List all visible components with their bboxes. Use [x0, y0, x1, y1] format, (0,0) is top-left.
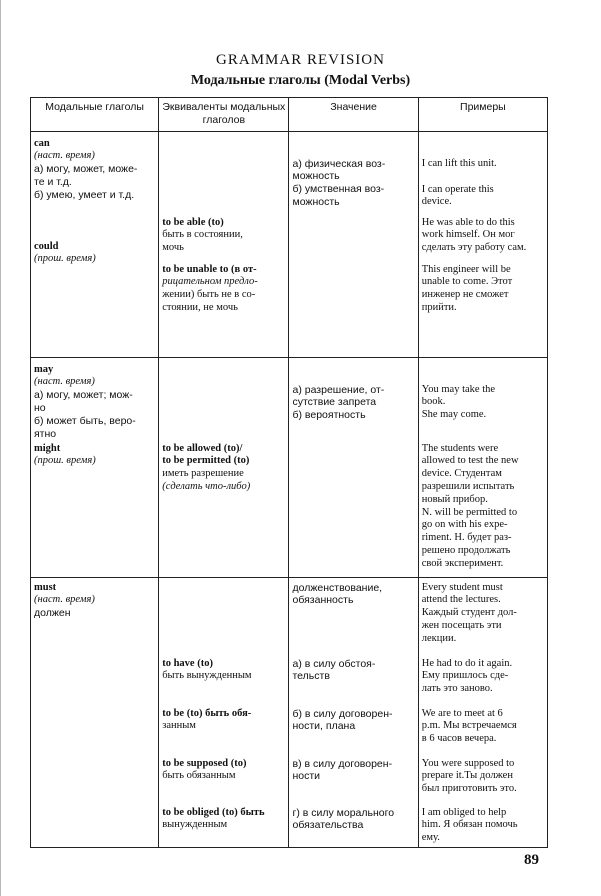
page-subtitle: Модальные глаголы (Modal Verbs)	[190, 73, 411, 88]
verb-meaning-line: б) может быть, веро-	[34, 414, 136, 427]
verb-meaning-line: б) умею, умеет и т.д.	[34, 188, 135, 201]
example-line: лать это заново.	[421, 683, 493, 695]
equivalent-line: стоянии, не мочь	[162, 301, 238, 313]
table-cell-col2	[159, 131, 289, 357]
equivalent-line: (сделать что-либо)	[162, 480, 251, 492]
example-line: прийти.	[421, 301, 457, 313]
equivalent-line: to be (to) быть обя-	[162, 707, 252, 719]
example-line: I can operate this	[421, 183, 494, 195]
cell-content	[162, 578, 285, 846]
table-cell-col3	[289, 577, 418, 847]
page-header	[0, 52, 601, 89]
example-entry	[422, 443, 544, 571]
example-entry	[422, 708, 544, 746]
equivalent-line: занным	[162, 720, 196, 732]
example-line: attend the lectures.	[421, 594, 501, 606]
header-modal-verbs: Модальные глаголы	[31, 98, 159, 132]
modal-verb: can	[34, 137, 50, 149]
equivalent-entry	[162, 217, 285, 255]
example-entry	[422, 807, 544, 845]
equivalent-line: to be permitted (to)	[162, 455, 250, 467]
example-line: The students were	[421, 442, 499, 454]
cell-content	[162, 132, 285, 356]
page-edge-line	[0, 0, 1, 896]
meaning-line: можность	[292, 170, 340, 183]
header-examples: Примеры	[418, 98, 547, 132]
modal-verb: might	[34, 442, 61, 454]
example-line: We are to meet at 6	[421, 707, 503, 719]
meaning-line: обязанность	[292, 594, 354, 607]
example-line: N. will be permitted to	[421, 506, 518, 518]
cell-content	[162, 358, 285, 576]
example-line: You may take the	[421, 383, 496, 395]
table-cell-col4	[418, 131, 547, 357]
equivalent-line: to have (to)	[162, 657, 213, 669]
example-entry	[422, 582, 544, 646]
table-cell-col2	[159, 577, 289, 847]
example-entry	[422, 384, 544, 422]
example-line: Ему пришлось сде-	[421, 670, 509, 682]
table-cell-col2	[159, 357, 289, 577]
equivalent-entry	[162, 807, 285, 833]
modal-verb-entry	[34, 241, 155, 267]
example-line: device. Студентам	[421, 468, 502, 480]
meaning-line: а) в силу обстоя-	[292, 657, 376, 670]
table-cell-col3	[289, 131, 418, 357]
example-line: This engineer will be	[421, 263, 511, 275]
table-row	[31, 577, 548, 847]
cell-content	[34, 358, 155, 576]
meaning-line: ности, плана	[292, 720, 356, 733]
modal-verb: must	[34, 581, 57, 593]
meaning-entry	[292, 708, 414, 734]
example-line: в 6 часов вечера.	[421, 733, 497, 745]
table-cell-col1	[31, 131, 159, 357]
equivalent-entry	[162, 264, 285, 315]
example-line: p.m. Мы встречаемся	[421, 720, 517, 732]
verb-meaning-line: а) могу, может, може-	[34, 163, 138, 176]
table-cell-col1	[31, 577, 159, 847]
page-title: GRAMMAR REVISION	[216, 52, 385, 68]
equivalent-line: рицательном предло-	[162, 276, 258, 288]
verb-tense: (прош. время)	[34, 253, 96, 265]
equivalent-entry	[162, 658, 285, 684]
table-header-row	[31, 98, 548, 132]
example-line: новый прибор.	[421, 493, 488, 505]
example-line: ему.	[421, 832, 440, 844]
example-entry	[422, 158, 544, 171]
modal-verb-entry	[34, 443, 155, 469]
equivalent-line: to be obliged (to) быть	[162, 806, 265, 818]
table-cell-col3	[289, 357, 418, 577]
meaning-line: долженствование,	[292, 581, 383, 594]
verb-meaning-line: ятно	[34, 427, 57, 440]
equivalent-line: вынужденным	[162, 819, 228, 831]
example-line: go on with his expe-	[421, 519, 508, 531]
meaning-line: б) вероятность	[292, 409, 366, 422]
cell-content	[34, 578, 155, 846]
example-line: свой эксперимент.	[421, 557, 504, 569]
verb-meaning-line: те и т.д.	[34, 175, 72, 188]
meaning-entry	[292, 658, 414, 684]
equivalent-line: to be unable to (в от-	[162, 263, 257, 275]
equivalent-line: мочь	[162, 242, 184, 254]
verb-meaning-line: должен	[34, 607, 71, 620]
verb-tense: (наст. время)	[34, 594, 95, 606]
example-line: work himself. Он мог	[421, 229, 515, 241]
meaning-entry	[292, 384, 414, 422]
table-cell-col4	[418, 357, 547, 577]
page-number: 89	[524, 852, 539, 868]
equivalent-line: быть в состоянии,	[162, 229, 243, 241]
meaning-line: в) в силу договорен-	[292, 757, 393, 770]
verb-tense: (наст. время)	[34, 376, 95, 388]
table-cell-col4	[418, 577, 547, 847]
equivalent-line: to be supposed (to)	[162, 757, 247, 769]
example-line: book.	[421, 396, 446, 408]
meaning-entry	[292, 158, 414, 209]
meaning-line: б) умственная воз-	[292, 183, 385, 196]
example-line: инженер не сможет	[421, 289, 509, 301]
verb-tense: (наст. время)	[34, 150, 95, 162]
cell-content	[422, 358, 544, 576]
header-equivalents: Эквиваленты модальных глаголов	[159, 98, 289, 132]
meaning-line: а) физическая воз-	[292, 157, 386, 170]
meaning-entry	[292, 758, 414, 784]
cell-content	[292, 578, 414, 846]
equivalent-entry	[162, 708, 285, 734]
example-entry	[422, 264, 544, 315]
equivalent-line: to be able (to)	[162, 216, 224, 228]
example-line: лекции.	[421, 632, 457, 644]
meaning-line: б) в силу договорен-	[292, 707, 393, 720]
modal-verb: may	[34, 363, 54, 375]
meaning-line: тельств	[292, 670, 330, 683]
example-line: device.	[421, 196, 452, 208]
equivalent-line: иметь разрешение	[162, 468, 244, 480]
verb-tense: (прош. время)	[34, 455, 96, 467]
cell-content	[292, 358, 414, 576]
cell-content	[34, 132, 155, 356]
example-line: allowed to test the new	[421, 455, 519, 467]
example-line: She may come.	[421, 409, 487, 421]
equivalent-line: быть обязанным	[162, 770, 236, 782]
meaning-entry	[292, 582, 414, 608]
meaning-line: г) в силу морального	[292, 806, 395, 819]
example-line: I can lift this unit.	[421, 157, 497, 169]
equivalent-line: to be allowed (to)/	[162, 442, 243, 454]
meaning-line: сутствие запрета	[292, 396, 377, 409]
example-line: riment. Н. будет раз-	[421, 532, 512, 544]
example-entry	[422, 184, 544, 210]
example-line: I am obliged to help	[421, 806, 507, 818]
modal-verb: could	[34, 240, 59, 252]
cell-content	[422, 578, 544, 846]
equivalent-line: быть вынужденным	[162, 670, 252, 682]
example-line: разрешили испытать	[421, 480, 515, 492]
verb-meaning-line: но	[34, 401, 46, 414]
example-line: Каждый студент дол-	[421, 607, 517, 619]
cell-content	[292, 132, 414, 356]
example-line: жен посещать эти	[421, 619, 502, 631]
verb-meaning-line: а) могу, может; мож-	[34, 389, 133, 402]
table-cell-col1	[31, 357, 159, 577]
example-entry	[422, 758, 544, 796]
header-meaning: Значение	[289, 98, 418, 132]
example-line: решено продолжать	[421, 544, 511, 556]
modal-verb-entry	[34, 364, 155, 441]
equivalent-entry	[162, 758, 285, 784]
table-row	[31, 131, 548, 357]
meaning-line: а) разрешение, от-	[292, 383, 385, 396]
example-line: сделать эту работу сам.	[421, 242, 527, 254]
meaning-line: обязательства	[292, 819, 364, 832]
modal-verb-entry	[34, 582, 155, 620]
example-entry	[422, 658, 544, 696]
example-line: prepare it.Ты должен	[421, 770, 513, 782]
meaning-line: можность	[292, 195, 340, 208]
equivalent-line: жении) быть не в со-	[162, 289, 256, 301]
example-line: He had to do it again.	[421, 657, 513, 669]
meaning-entry	[292, 807, 414, 833]
example-line: был приготовить это.	[421, 783, 517, 795]
cell-content	[422, 132, 544, 356]
modal-verbs-table	[30, 97, 548, 848]
example-entry	[422, 217, 544, 255]
example-line: him. Я обязан помочь	[421, 819, 518, 831]
meaning-line: ности	[292, 770, 321, 783]
example-line: You were supposed to	[421, 757, 515, 769]
example-line: Every student must	[421, 581, 503, 593]
equivalent-entry	[162, 443, 285, 494]
example-line: unable to come. Этот	[421, 276, 513, 288]
modal-verb-entry	[34, 138, 155, 202]
example-line: He was able to do this	[421, 216, 515, 228]
table-row	[31, 357, 548, 577]
